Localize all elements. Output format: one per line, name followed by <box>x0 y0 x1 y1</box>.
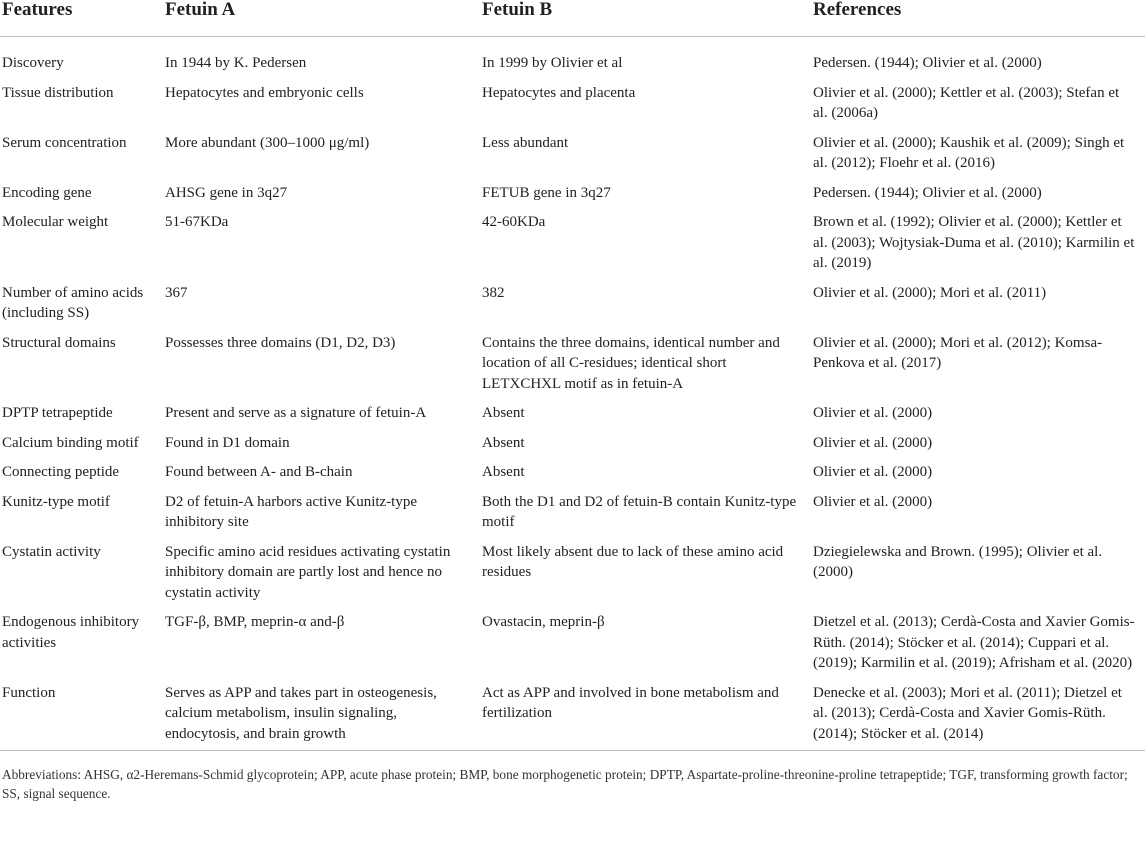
feature-cell: Discovery <box>2 55 64 71</box>
feature-cell: DPTP tetrapeptide <box>2 405 113 421</box>
fetuin-b-cell: Ovastacin, meprin-β <box>482 614 605 630</box>
table-row <box>0 542 1145 613</box>
table-row <box>0 333 1145 404</box>
references-cell: Olivier et al. (2000) <box>813 405 933 421</box>
feature-cell: Encoding gene <box>2 184 92 201</box>
references-cell: Olivier et al. (2000); Mori et al. (2012); Komsa-Penkova et al. (2017) <box>813 334 1103 371</box>
fetuin-b-cell: FETUB gene in 3q27 <box>482 184 611 201</box>
feature-cell: Endogenous inhibitory activities <box>2 614 140 651</box>
fetuin-b-cell: Contains the three domains, identical number and location of all C-residues; identical short LETXCHXL motif as in fetuin-A <box>482 334 780 392</box>
feature-cell: Function <box>2 684 56 701</box>
fetuin-b-cell: Less abundant <box>482 134 569 151</box>
fetuin-b-cell: Absent <box>482 464 525 480</box>
feature-cell: Structural domains <box>2 334 116 351</box>
references-cell: Brown et al. (1992); Olivier et al. (2000); Kettler et al. (2003); Wojtysiak-Duma et al. (2010); Karmilin et al. (2019) <box>813 214 1135 271</box>
header-row <box>0 0 1145 37</box>
fetuin-a-cell: Found in D1 domain <box>165 434 290 451</box>
fetuin-b-cell: Most likely absent due to lack of these amino acid residues <box>482 543 784 580</box>
references-cell: Denecke et al. (2003); Mori et al. (2011); Dietzel et al. (2013); Cerdà-Costa and Xavier Gomis-Rüth. (2014); Stöcker et al. (2014) <box>813 684 1122 742</box>
table-row <box>0 283 1145 333</box>
feature-cell: Connecting peptide <box>2 464 120 480</box>
fetuin-b-cell: Hepatocytes and placenta <box>482 84 636 101</box>
references-cell: Pedersen. (1944); Olivier et al. (2000) <box>813 184 1042 201</box>
fetuin-a-cell: Specific amino acid residues activating cystatin inhibitory domain are partly lost and hence no cystatin activity <box>165 543 451 601</box>
references-cell: Pedersen. (1944); Olivier et al. (2000) <box>813 55 1042 71</box>
fetuin-b-cell: Absent <box>482 405 525 421</box>
table-row <box>0 83 1145 133</box>
table-row <box>0 683 1145 751</box>
fetuin-a-cell: D2 of fetuin-A harbors active Kunitz-type inhibitory site <box>165 493 418 530</box>
fetuin-a-cell: Present and serve as a signature of fetuin-A <box>165 405 427 421</box>
abbreviations-footnote: Abbreviations: AHSG, α2-Heremans-Schmid glycoprotein; APP, acute phase protein; BMP, bone morphogenetic protein; DPTP, Aspartate-proline-threonine-proline tetrapeptide; TGF, transforming growth factor; SS, signal sequence. <box>2 767 1128 801</box>
fetuin-a-cell: 367 <box>165 284 188 301</box>
feature-cell: Tissue distribution <box>2 84 114 101</box>
table-row <box>0 183 1145 213</box>
fetuin-b-cell: Act as APP and involved in bone metabolism and fertilization <box>482 684 779 721</box>
feature-cell: Number of amino acids (including SS) <box>2 284 144 321</box>
fetuin-a-cell: Serves as APP and takes part in osteogenesis, calcium metabolism, insulin signaling, endocytosis, and brain growth <box>165 684 437 742</box>
references-cell: Dietzel et al. (2013); Cerdà-Costa and Xavier Gomis-Rüth. (2014); Stöcker et al. (2014); Cuppari et al. (2019); Karmilin et al. (2019); Afrisham et al. (2020) <box>813 614 1135 671</box>
table-row <box>0 462 1145 492</box>
header-fetuin-b: Fetuin B <box>480 0 811 37</box>
fetuin-a-cell: TGF-β, BMP, meprin-α and-β <box>165 614 345 630</box>
header-features: Features <box>0 0 163 37</box>
fetuin-a-cell: Found between A- and B-chain <box>165 464 353 480</box>
table-row <box>0 212 1145 283</box>
references-cell: Dziegielewska and Brown. (1995); Olivier et al. (2000) <box>813 543 1103 580</box>
feature-cell: Serum concentration <box>2 134 127 151</box>
feature-cell: Cystatin activity <box>2 543 101 560</box>
references-cell: Olivier et al. (2000) <box>813 464 933 480</box>
header-fetuin-a: Fetuin A <box>163 0 480 37</box>
fetuin-b-cell: 382 <box>482 284 505 301</box>
feature-cell: Kunitz-type motif <box>2 493 110 510</box>
references-cell: Olivier et al. (2000) <box>813 493 933 510</box>
fetuin-b-cell: Both the D1 and D2 of fetuin-B contain Kunitz-type motif <box>482 493 797 530</box>
fetuin-b-cell: 42-60KDa <box>482 214 546 230</box>
fetuin-a-cell: 51-67KDa <box>165 214 229 230</box>
references-cell: Olivier et al. (2000) <box>813 434 933 451</box>
feature-cell: Calcium binding motif <box>2 434 139 451</box>
references-cell: Olivier et al. (2000); Kettler et al. (2003); Stefan et al. (2006a) <box>813 84 1120 121</box>
fetuin-a-cell: In 1944 by K. Pedersen <box>165 55 307 71</box>
table-row <box>0 133 1145 183</box>
table-row <box>0 433 1145 463</box>
table-row <box>0 492 1145 542</box>
fetuin-a-cell: More abundant (300–1000 μg/ml) <box>165 134 370 151</box>
references-cell: Olivier et al. (2000); Mori et al. (2011) <box>813 284 1047 301</box>
fetuin-b-cell: Absent <box>482 434 525 451</box>
fetuin-a-cell: Hepatocytes and embryonic cells <box>165 84 364 101</box>
table-body <box>0 37 1145 751</box>
fetuin-a-cell: AHSG gene in 3q27 <box>165 184 288 201</box>
table-row <box>0 403 1145 433</box>
fetuin-b-cell: In 1999 by Olivier et al <box>482 55 623 71</box>
header-references: References <box>811 0 1145 37</box>
table-row <box>0 37 1145 83</box>
table-row <box>0 612 1145 683</box>
fetuin-a-cell: Possesses three domains (D1, D2, D3) <box>165 334 396 351</box>
references-cell: Olivier et al. (2000); Kaushik et al. (2009); Singh et al. (2012); Floehr et al. (2016) <box>813 134 1125 171</box>
feature-cell: Molecular weight <box>2 214 109 230</box>
